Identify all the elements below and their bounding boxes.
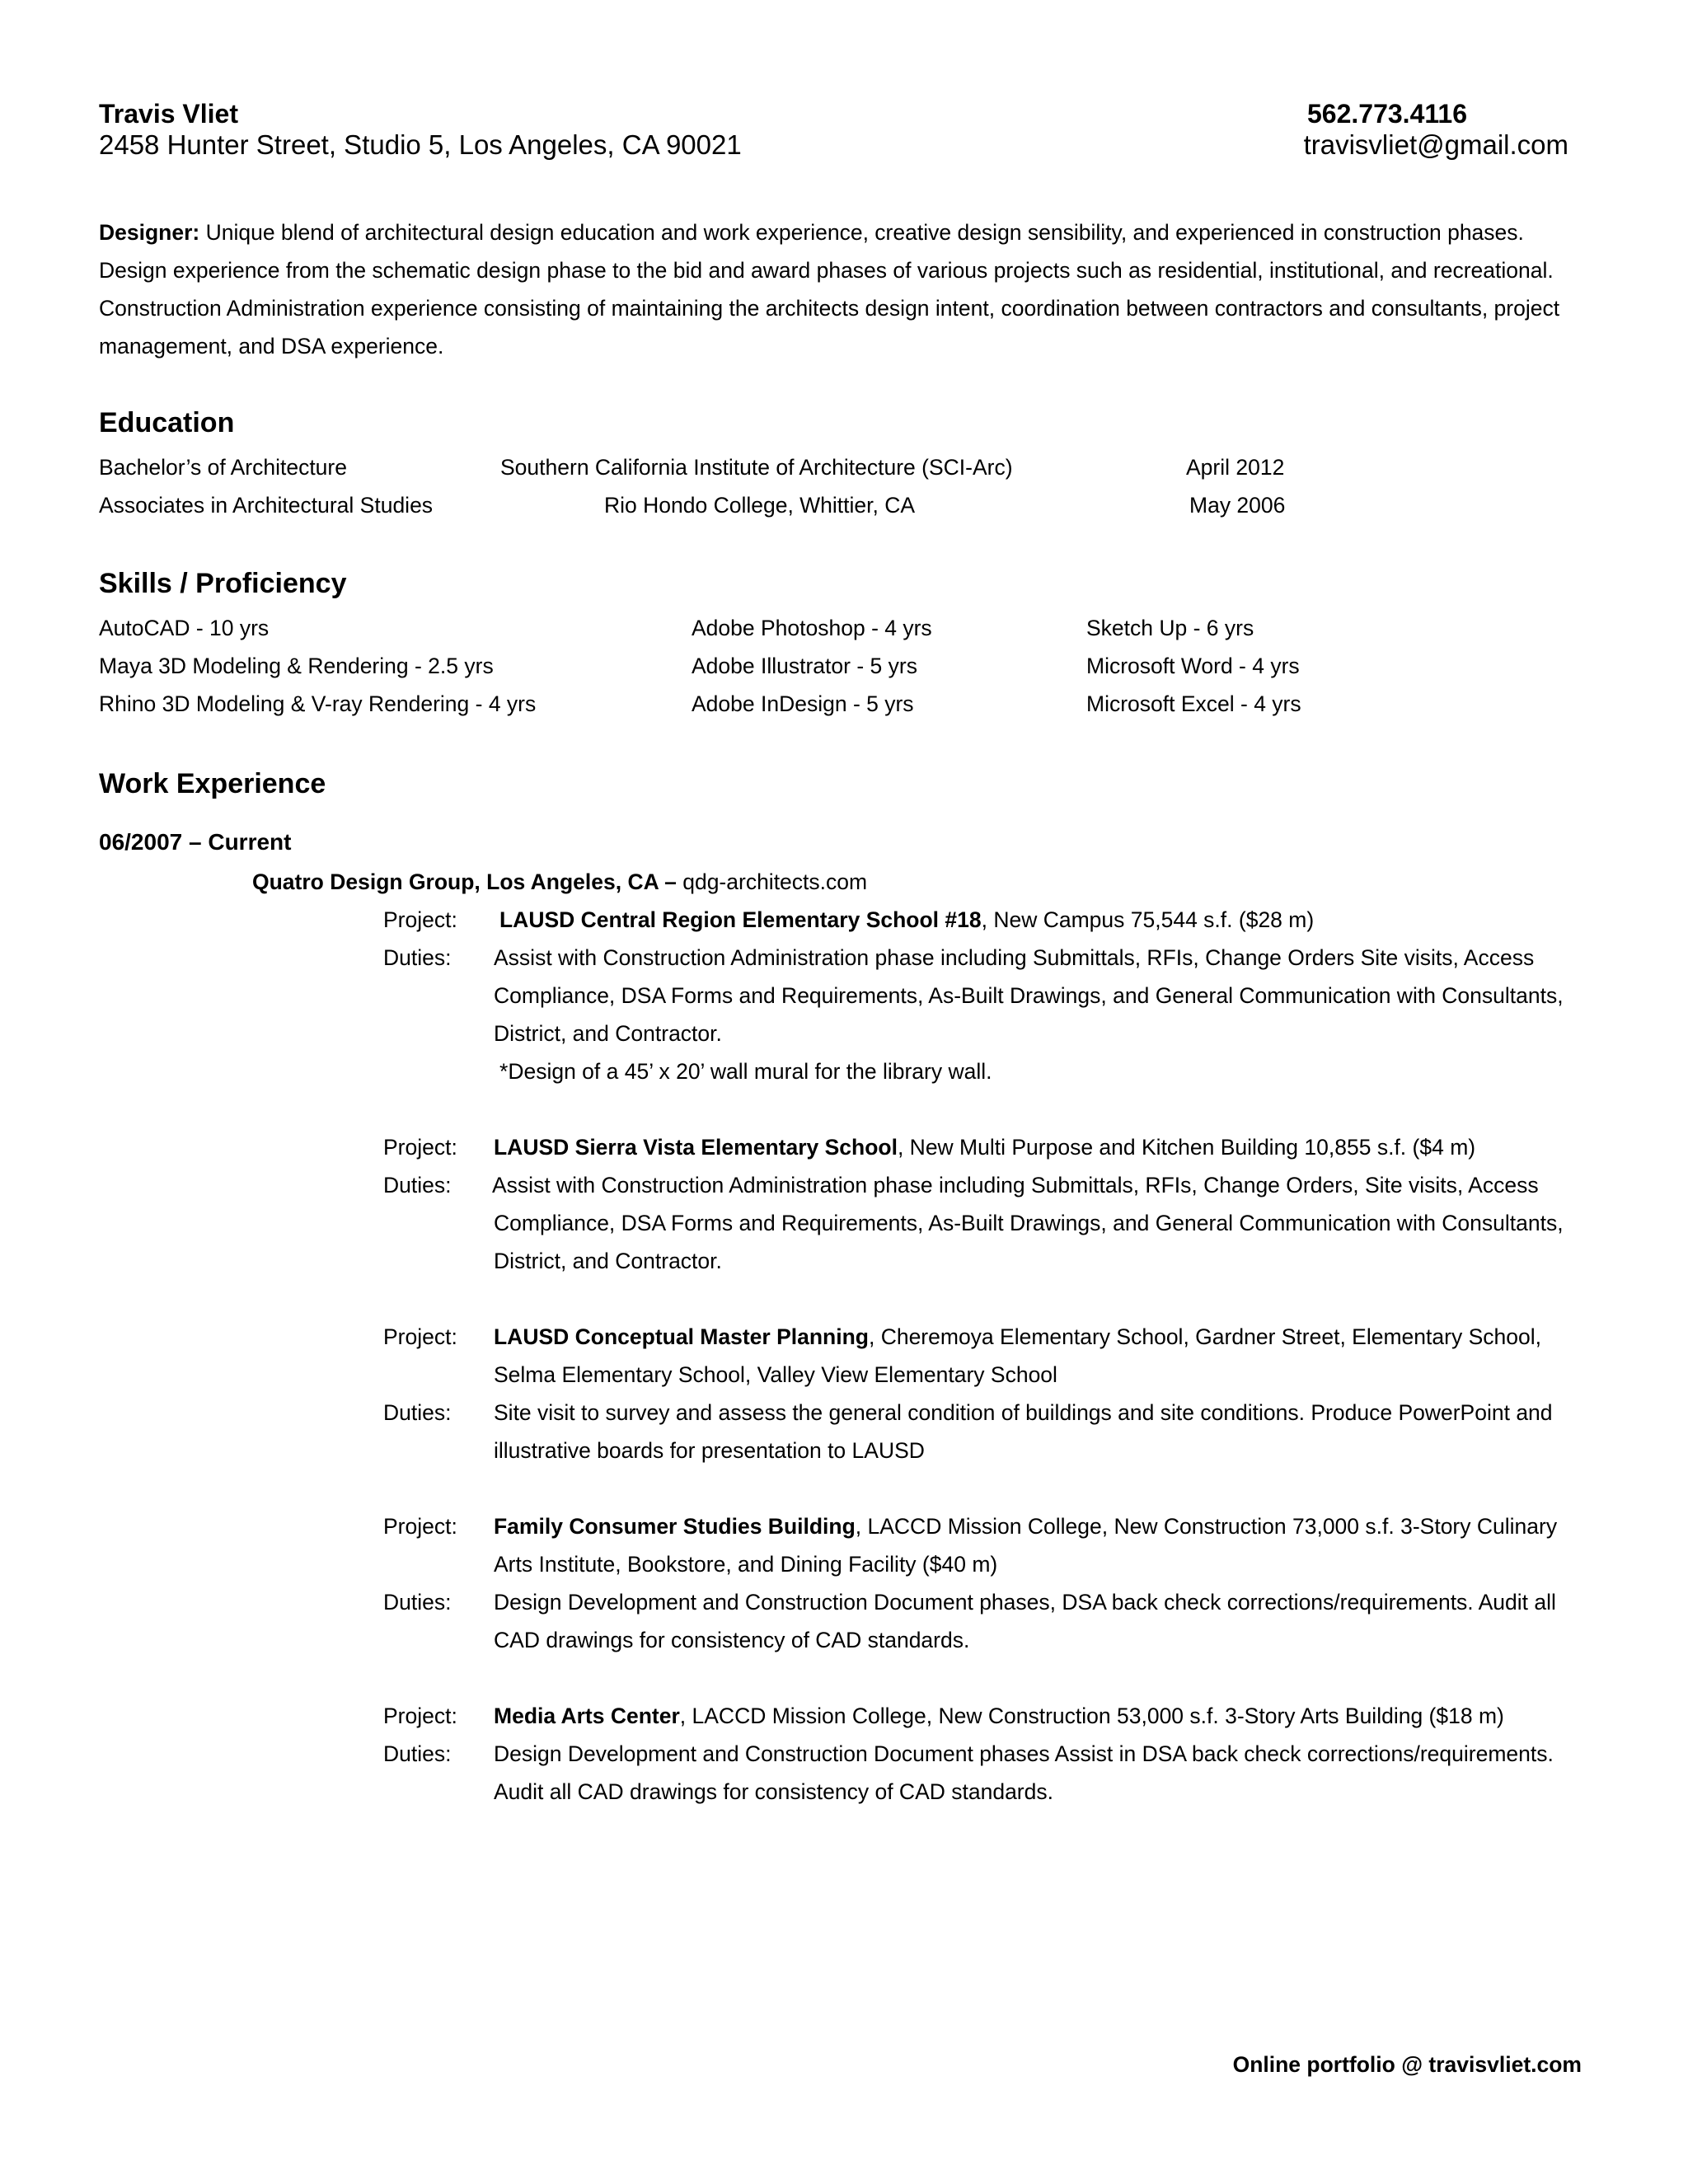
education-date: May 2006 [1189, 493, 1286, 518]
duties-line: illustrative boards for presentation to LAUSD [494, 1438, 925, 1463]
project-label: Project: [383, 1704, 457, 1728]
project-label: Project: [383, 907, 457, 932]
education-school: Southern California Institute of Architecture (SCI-Arc) [500, 455, 1013, 480]
skill-item: Microsoft Excel - 4 yrs [1086, 691, 1301, 716]
company-name: Quatro Design Group, Los Angeles, CA – [252, 869, 677, 894]
candidate-name: Travis Vliet [99, 99, 238, 129]
summary-line: Construction Administration experience consisting of maintaining the architects design intent, coordination between contractors and consultants, project [99, 296, 1560, 321]
duties-line: Audit all CAD drawings for consistency of CAD standards. [494, 1779, 1053, 1804]
summary-line: Designer: Unique blend of architectural design education and work experience, creative design sensibility, and experienced in construction phases. [99, 220, 1524, 245]
project-label: Project: [383, 1135, 457, 1160]
project-label: Project: [383, 1514, 457, 1539]
email-address: travisvliet@gmail.com [1303, 129, 1568, 160]
duties-line: District, and Contractor. [494, 1021, 722, 1046]
project-title-continued: Selma Elementary School, Valley View Elementary School [494, 1362, 1057, 1387]
duties-line: Design Development and Construction Document phases Assist in DSA back check corrections/requirements. [494, 1741, 1554, 1766]
project-title-continued: Arts Institute, Bookstore, and Dining Facility ($40 m) [494, 1552, 998, 1577]
street-address: 2458 Hunter Street, Studio 5, Los Angeles, CA 90021 [99, 129, 742, 160]
summary-line: Design experience from the schematic design phase to the bid and award phases of various projects such as residential, institutional, and recreational. [99, 258, 1554, 283]
skills-heading: Skills / Proficiency [99, 568, 347, 599]
skill-item: Adobe InDesign - 5 yrs [692, 691, 914, 716]
duties-label: Duties: [383, 1741, 452, 1766]
duties-line: Assist with Construction Administration phase including Submittals, RFIs, Change Orders, Site visits, Access [492, 1173, 1539, 1197]
work-heading: Work Experience [99, 768, 326, 799]
education-degree: Bachelor’s of Architecture [99, 455, 347, 480]
project-title: LAUSD Conceptual Master Planning, Cheremoya Elementary School, Gardner Street, Elementary School, [494, 1324, 1541, 1349]
duties-line: *Design of a 45’ x 20’ wall mural for the library wall. [499, 1059, 992, 1084]
education-heading: Education [99, 407, 235, 438]
duties-label: Duties: [383, 945, 452, 970]
skill-item: Sketch Up - 6 yrs [1086, 616, 1254, 640]
duties-label: Duties: [383, 1173, 452, 1197]
project-title: Family Consumer Studies Building, LACCD Mission College, New Construction 73,000 s.f. 3-Story Culinary [494, 1514, 1558, 1539]
project-title: LAUSD Sierra Vista Elementary School, New Multi Purpose and Kitchen Building 10,855 s.f. ($4 m) [494, 1135, 1476, 1160]
duties-line: District, and Contractor. [494, 1249, 722, 1273]
duties-line: CAD drawings for consistency of CAD standards. [494, 1628, 970, 1652]
education-school: Rio Hondo College, Whittier, CA [604, 493, 916, 518]
duties-line: Site visit to survey and assess the general condition of buildings and site conditions. Produce PowerPoint and [494, 1400, 1553, 1425]
company-website: qdg-architects.com [676, 869, 868, 894]
duties-line: Design Development and Construction Document phases, DSA back check corrections/requirements. Audit all [494, 1590, 1556, 1615]
skill-item: Adobe Illustrator - 5 yrs [692, 654, 917, 678]
duties-label: Duties: [383, 1590, 452, 1615]
skill-item: Adobe Photoshop - 4 yrs [692, 616, 932, 640]
duties-line: Assist with Construction Administration phase including Submittals, RFIs, Change Orders Site visits, Access [494, 945, 1535, 970]
project-title: Media Arts Center, LACCD Mission College, New Construction 53,000 s.f. 3-Story Arts Building ($18 m) [494, 1704, 1504, 1728]
duties-line: Compliance, DSA Forms and Requirements, As-Built Drawings, and General Communication with Consultants, [494, 1211, 1564, 1235]
skill-item: Maya 3D Modeling & Rendering - 2.5 yrs [99, 654, 494, 678]
project-title: LAUSD Central Region Elementary School #18, New Campus 75,544 s.f. ($28 m) [499, 907, 1315, 932]
duties-label: Duties: [383, 1400, 452, 1425]
education-date: April 2012 [1186, 455, 1285, 480]
portfolio-link[interactable]: Online portfolio @ travisvliet.com [1232, 2052, 1582, 2077]
summary-line: management, and DSA experience. [99, 334, 444, 359]
summary-paragraph [99, 213, 1559, 365]
project-label: Project: [383, 1324, 457, 1349]
work-period: 06/2007 – Current [99, 829, 292, 855]
skill-item: AutoCAD - 10 yrs [99, 616, 270, 640]
phone-number: 562.773.4116 [1307, 99, 1467, 129]
skill-item: Microsoft Word - 4 yrs [1086, 654, 1300, 678]
education-degree: Associates in Architectural Studies [99, 493, 434, 518]
company-line [252, 869, 867, 895]
skill-item: Rhino 3D Modeling & V-ray Rendering - 4 yrs [99, 691, 537, 716]
duties-line: Compliance, DSA Forms and Requirements, As-Built Drawings, and General Communication with Consultants, [494, 983, 1564, 1008]
summary-label: Designer: [99, 220, 200, 245]
